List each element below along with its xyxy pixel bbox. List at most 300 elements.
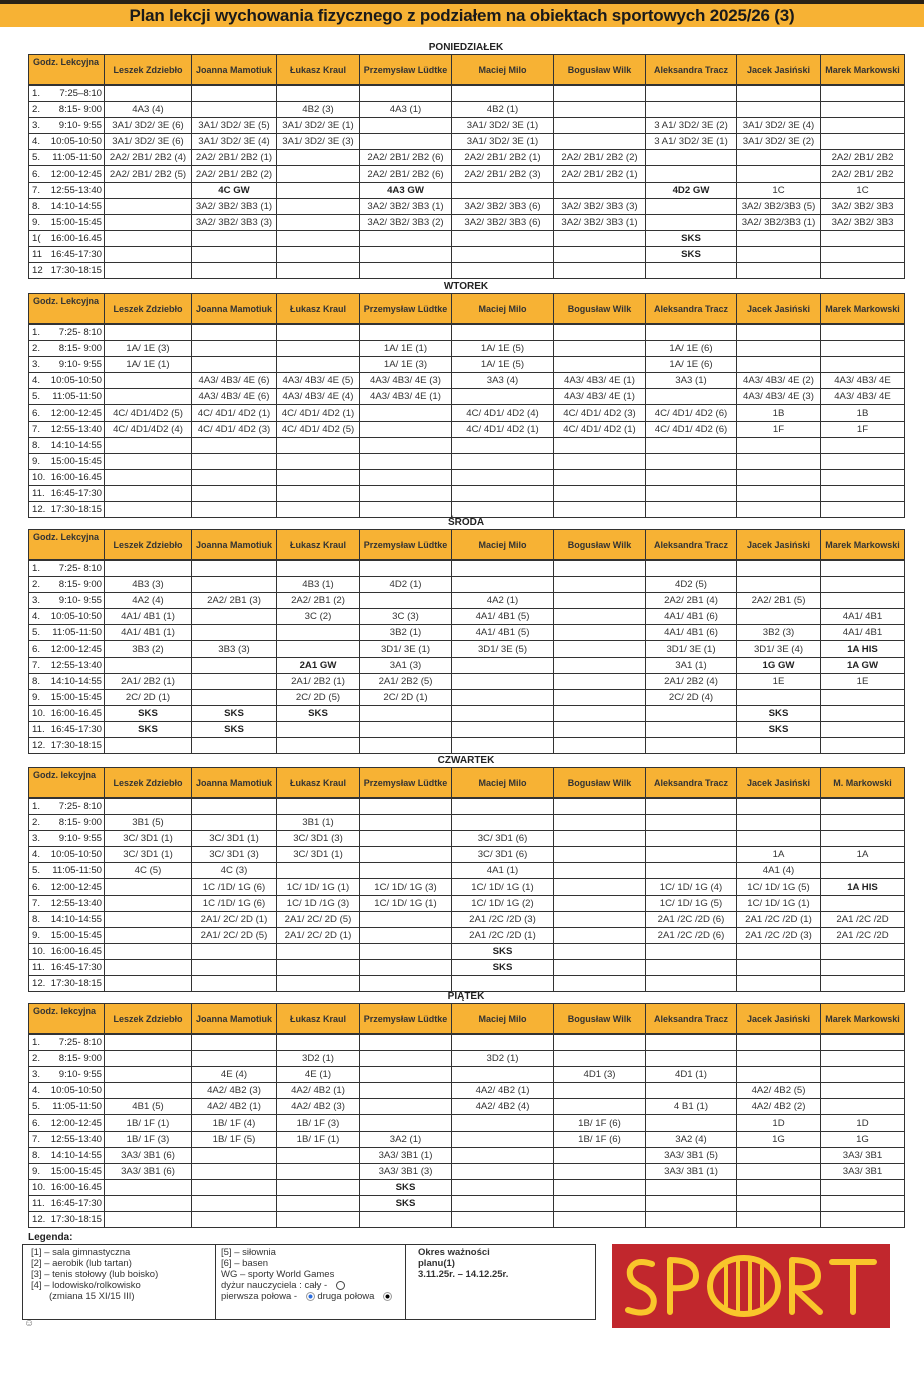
schedule-cell: 3A3/ 3B1 (6) xyxy=(105,1147,192,1163)
schedule-cell xyxy=(360,927,452,943)
day-section xyxy=(28,991,904,1228)
schedule-cell: 3A1/ 3D2/ 3E (6) xyxy=(105,118,192,134)
lesson-number: 12. xyxy=(32,504,46,516)
legend-label: Legenda: xyxy=(28,1232,73,1243)
schedule-cell xyxy=(554,102,646,118)
lesson-time: 11:05-11:50 xyxy=(52,152,102,164)
schedule-cell xyxy=(192,1163,277,1179)
lesson-time-cell xyxy=(29,198,105,214)
schedule-cell: 2A2/ 2B1/ 2B2 xyxy=(821,166,905,182)
schedule-cell: 4A3/ 4B3/ 4E (1) xyxy=(360,389,452,405)
schedule-cell: 1B/ 1F (4) xyxy=(192,1115,277,1131)
lesson-time: 12:55-13:40 xyxy=(50,1133,102,1145)
time-column-header: Godz. lekcyjna xyxy=(29,768,105,799)
schedule-cell: 3A1/ 3D2/ 3E (2) xyxy=(737,134,821,150)
lesson-number: 7. xyxy=(32,184,41,196)
lesson-time: 16:45-17:30 xyxy=(50,961,102,973)
schedule-cell: 4A1/ 4B1 (1) xyxy=(105,609,192,625)
lesson-number: 11. xyxy=(32,961,45,973)
schedule-cell xyxy=(646,502,737,518)
schedule-cell: SKS xyxy=(360,1195,452,1211)
schedule-cell xyxy=(105,738,192,754)
lesson-time-cell xyxy=(29,1067,105,1083)
schedule-cell: 4A2/ 4B2 (3) xyxy=(277,1099,360,1115)
schedule-cell xyxy=(554,1212,646,1228)
lesson-time: 14:10-14:55 xyxy=(50,675,102,687)
schedule-cell xyxy=(821,118,905,134)
schedule-cell: 4C/ 4D1/ 4D2 (4) xyxy=(452,405,554,421)
lesson-time-cell xyxy=(29,560,105,577)
schedule-cell xyxy=(105,502,192,518)
lesson-time-cell xyxy=(29,502,105,518)
schedule-cell: 3A3/ 3B1 (1) xyxy=(360,1147,452,1163)
schedule-cell: 3A3 (4) xyxy=(452,373,554,389)
lesson-time-cell xyxy=(29,389,105,405)
schedule-cell xyxy=(737,341,821,357)
schedule-cell: 4A1/ 4B1 (5) xyxy=(452,625,554,641)
schedule-cell xyxy=(452,263,554,279)
lesson-time-cell xyxy=(29,1147,105,1163)
schedule-cell xyxy=(554,357,646,373)
schedule-cell: 2A1/ 2C/ 2D (1) xyxy=(192,911,277,927)
schedule-cell: 4D2 (1) xyxy=(360,577,452,593)
lesson-number: 4. xyxy=(32,1085,41,1097)
schedule-cell xyxy=(554,738,646,754)
schedule-cell xyxy=(554,1034,646,1051)
schedule-cell: 3A3/ 3B1 xyxy=(821,1163,905,1179)
schedule-cell xyxy=(360,246,452,262)
schedule-cell xyxy=(821,815,905,831)
schedule-cell xyxy=(192,357,277,373)
lesson-number: 4. xyxy=(32,375,41,387)
schedule-cell xyxy=(105,1083,192,1099)
schedule-cell xyxy=(554,118,646,134)
schedule-cell xyxy=(360,721,452,737)
schedule-cell: 4B2 (3) xyxy=(277,102,360,118)
teacher-column-header: Bogusław Wilk xyxy=(554,768,646,799)
schedule-cell: 1C/ 1D/ 1G (4) xyxy=(646,879,737,895)
schedule-cell: 1D xyxy=(821,1115,905,1131)
schedule-cell xyxy=(737,102,821,118)
schedule-cell: 1C/ 1D/ 1G (5) xyxy=(646,895,737,911)
schedule-cell xyxy=(360,705,452,721)
schedule-cell: 3B3 (3) xyxy=(192,641,277,657)
lesson-time-cell xyxy=(29,134,105,150)
schedule-cell xyxy=(554,85,646,102)
schedule-cell: 3A2/ 3B2/ 3B3 xyxy=(821,214,905,230)
schedule-cell xyxy=(277,976,360,992)
schedule-cell xyxy=(737,1067,821,1083)
schedule-cell xyxy=(192,798,277,815)
lesson-time-cell xyxy=(29,738,105,754)
lesson-time-cell xyxy=(29,943,105,959)
schedule-cell: 3A2/ 3B2/3B3 (5) xyxy=(737,198,821,214)
schedule-cell: 1B/ 1F (3) xyxy=(105,1131,192,1147)
table-row xyxy=(29,1115,905,1131)
schedule-cell: 1C/ 1D/ 1G (1) xyxy=(452,879,554,895)
schedule-cell: 2A1 /2C /2D (1) xyxy=(737,911,821,927)
smiley-icon: ☺ xyxy=(24,1318,35,1329)
schedule-cell xyxy=(192,560,277,577)
schedule-cell xyxy=(192,1195,277,1211)
header-row xyxy=(29,1004,905,1035)
schedule-cell xyxy=(452,798,554,815)
schedule-cell: 1C/ 1D/ 1G (3) xyxy=(360,879,452,895)
schedule-cell xyxy=(360,1051,452,1067)
schedule-cell xyxy=(105,657,192,673)
lesson-time-cell xyxy=(29,341,105,357)
schedule-cell: 1A xyxy=(821,847,905,863)
lesson-time: 15:00-15:45 xyxy=(50,1165,102,1177)
sport-logo xyxy=(612,1244,890,1328)
schedule-cell: 4A1/ 4B1 (5) xyxy=(452,609,554,625)
lesson-time: 16:45-17:30 xyxy=(50,723,102,735)
schedule-cell xyxy=(737,1034,821,1051)
schedule-cell xyxy=(554,609,646,625)
schedule-cell xyxy=(554,798,646,815)
schedule-cell: 3A3/ 3B1 (3) xyxy=(360,1163,452,1179)
schedule-cell xyxy=(105,959,192,975)
teacher-column-header: Aleksandra Tracz xyxy=(646,294,737,325)
schedule-cell xyxy=(360,1099,452,1115)
schedule-cell xyxy=(277,1179,360,1195)
duty-first-half-radio-icon xyxy=(306,1292,315,1301)
schedule-cell: 3A1/ 3D2/ 3E (1) xyxy=(277,118,360,134)
schedule-cell xyxy=(277,263,360,279)
schedule-cell xyxy=(737,263,821,279)
schedule-cell xyxy=(821,134,905,150)
schedule-cell: 3A2 (4) xyxy=(646,1131,737,1147)
table-row xyxy=(29,1212,905,1228)
schedule-cell: 2A1 /2C /2D xyxy=(821,927,905,943)
time-column-header: Godz. lekcyjna xyxy=(29,1004,105,1035)
lesson-number: 11 xyxy=(32,248,42,260)
schedule-cell xyxy=(105,230,192,246)
teacher-column-header: Maciej Milo xyxy=(452,530,554,561)
lesson-time-cell xyxy=(29,879,105,895)
lesson-time-cell xyxy=(29,895,105,911)
schedule-cell xyxy=(192,577,277,593)
schedule-cell: 3B2 (3) xyxy=(737,625,821,641)
lesson-number: 12. xyxy=(32,978,46,990)
table-row xyxy=(29,847,905,863)
schedule-cell xyxy=(452,976,554,992)
duty-label: dyżur nauczyciela : xyxy=(221,1280,302,1291)
lesson-number: 6. xyxy=(32,168,41,180)
schedule-cell: 4B1 (5) xyxy=(105,1099,192,1115)
schedule-cell xyxy=(277,469,360,485)
table-row xyxy=(29,673,905,689)
schedule-cell: 4C/ 4D1/ 4D2 (1) xyxy=(452,421,554,437)
lesson-number: 5. xyxy=(32,1101,41,1113)
teacher-column-header: Joanna Mamotiuk xyxy=(192,1004,277,1035)
schedule-cell: 4A2 (1) xyxy=(452,593,554,609)
legend-item: [2] – aerobik (lub tartan) xyxy=(31,1258,132,1269)
lesson-number: 9. xyxy=(32,1165,41,1177)
lesson-number: 3. xyxy=(32,1069,41,1081)
schedule-cell xyxy=(360,560,452,577)
schedule-cell xyxy=(360,502,452,518)
schedule-cell xyxy=(821,1067,905,1083)
schedule-cell xyxy=(821,560,905,577)
schedule-cell xyxy=(192,85,277,102)
schedule-cell xyxy=(646,815,737,831)
schedule-cell: 3A3/ 3B1 (1) xyxy=(646,1163,737,1179)
table-row xyxy=(29,815,905,831)
schedule-cell xyxy=(452,437,554,453)
schedule-cell: 2A2/ 2B1 (4) xyxy=(646,593,737,609)
schedule-cell: 4C/ 4D1/ 4D2 (3) xyxy=(192,421,277,437)
schedule-cell xyxy=(360,738,452,754)
schedule-cell xyxy=(554,673,646,689)
schedule-cell xyxy=(360,976,452,992)
schedule-cell xyxy=(452,1195,554,1211)
schedule-cell xyxy=(821,1099,905,1115)
schedule-cell: 2A2/ 2B1/ 2B2 (1) xyxy=(554,166,646,182)
lesson-number: 6. xyxy=(32,1117,41,1129)
lesson-time: 12:55-13:40 xyxy=(50,659,102,671)
lesson-time-cell xyxy=(29,469,105,485)
schedule-cell: SKS xyxy=(105,721,192,737)
schedule-cell xyxy=(554,721,646,737)
schedule-cell: 2A2/ 2B1 (2) xyxy=(277,593,360,609)
table-row xyxy=(29,485,905,501)
schedule-cell xyxy=(105,943,192,959)
schedule-cell: 4A3 (4) xyxy=(105,102,192,118)
lesson-time: 11:05-11:50 xyxy=(52,391,102,403)
schedule-cell xyxy=(452,1212,554,1228)
lesson-time-cell xyxy=(29,609,105,625)
schedule-cell: 4A3 GW xyxy=(360,182,452,198)
lesson-time: 8:15- 9:00 xyxy=(58,343,102,355)
schedule-cell xyxy=(360,1212,452,1228)
schedule-cell xyxy=(192,485,277,501)
schedule-cell xyxy=(554,641,646,657)
lesson-time-cell xyxy=(29,421,105,437)
lesson-number: 5. xyxy=(32,865,41,877)
schedule-cell: 3A1 (3) xyxy=(360,657,452,673)
lesson-number: 6. xyxy=(32,643,41,655)
schedule-cell xyxy=(554,246,646,262)
schedule-cell: 1C/ 1D/ 1G (1) xyxy=(360,895,452,911)
lesson-time: 17:30-18:15 xyxy=(50,504,102,516)
schedule-cell: 3C/ 3D1 (3) xyxy=(192,847,277,863)
schedule-cell: 2A2/ 2B1/ 2B2 (6) xyxy=(360,150,452,166)
schedule-cell xyxy=(646,1115,737,1131)
table-row xyxy=(29,895,905,911)
schedule-cell: 4A3/ 4B3/ 4E (1) xyxy=(554,373,646,389)
table-row xyxy=(29,705,905,721)
schedule-cell: 2A1/ 2B2 (4) xyxy=(646,673,737,689)
schedule-cell xyxy=(737,798,821,815)
lesson-time-cell xyxy=(29,373,105,389)
schedule-cell xyxy=(554,705,646,721)
table-row xyxy=(29,959,905,975)
teacher-column-header: Leszek Zdziebło xyxy=(105,294,192,325)
schedule-cell xyxy=(277,85,360,102)
teacher-column-header: Bogusław Wilk xyxy=(554,294,646,325)
schedule-cell: 3A2/ 3B2/ 3B3 (3) xyxy=(554,198,646,214)
table-row xyxy=(29,182,905,198)
schedule-cell xyxy=(554,560,646,577)
day-section xyxy=(28,517,904,754)
schedule-cell xyxy=(646,1179,737,1195)
schedule-cell xyxy=(554,911,646,927)
table-row xyxy=(29,405,905,421)
schedule-cell: 4A3/ 4B3/ 4E (3) xyxy=(360,373,452,389)
schedule-cell: 4 B1 (1) xyxy=(646,1099,737,1115)
schedule-cell xyxy=(821,798,905,815)
day-section xyxy=(28,42,904,279)
table-row xyxy=(29,357,905,373)
lesson-time-cell xyxy=(29,959,105,975)
schedule-cell xyxy=(821,943,905,959)
schedule-cell: 3D2 (1) xyxy=(452,1051,554,1067)
schedule-cell xyxy=(192,453,277,469)
teacher-column-header: Aleksandra Tracz xyxy=(646,768,737,799)
schedule-cell: 2A1/ 2C/ 2D (5) xyxy=(277,911,360,927)
table-row xyxy=(29,641,905,657)
schedule-cell xyxy=(821,437,905,453)
schedule-cell xyxy=(105,263,192,279)
schedule-cell xyxy=(554,1099,646,1115)
lesson-time: 9:10- 9:55 xyxy=(58,120,102,132)
schedule-cell xyxy=(192,1034,277,1051)
schedule-cell xyxy=(105,1212,192,1228)
lesson-time-cell xyxy=(29,357,105,373)
logo-letter-r xyxy=(792,1260,820,1312)
schedule-cell: 4C/ 4D1/ 4D2 (3) xyxy=(554,405,646,421)
schedule-cell xyxy=(646,469,737,485)
schedule-cell: SKS xyxy=(737,705,821,721)
schedule-cell: 3A2/ 3B2/ 3B3 (1) xyxy=(192,198,277,214)
schedule-cell: 3C/ 3D1 (1) xyxy=(105,831,192,847)
teacher-column-header: Marek Markowski xyxy=(821,1004,905,1035)
schedule-cell xyxy=(105,182,192,198)
schedule-cell: 1A/ 1E (5) xyxy=(452,357,554,373)
schedule-cell: 2A1 GW xyxy=(277,657,360,673)
schedule-cell xyxy=(452,657,554,673)
schedule-cell xyxy=(452,1067,554,1083)
teacher-column-header: Marek Markowski xyxy=(821,55,905,86)
table-row xyxy=(29,198,905,214)
schedule-cell xyxy=(821,453,905,469)
schedule-cell xyxy=(192,815,277,831)
schedule-cell xyxy=(646,324,737,341)
schedule-cell: 2A2/ 2B1/ 2B2 (4) xyxy=(105,150,192,166)
schedule-cell: 2A1 /2C /2D xyxy=(821,911,905,927)
lesson-time: 11:05-11:50 xyxy=(52,1101,102,1113)
schedule-cell: 4A2/ 4B2 (1) xyxy=(277,1083,360,1099)
table-row xyxy=(29,263,905,279)
schedule-cell xyxy=(192,625,277,641)
schedule-cell: 4A2/ 4B2 (5) xyxy=(737,1083,821,1099)
schedule-cell: 2C/ 2D (5) xyxy=(277,689,360,705)
table-row xyxy=(29,927,905,943)
schedule-cell: 4C/ 4D1/ 4D2 (1) xyxy=(277,405,360,421)
time-column-header: Godz. Lekcyjna xyxy=(29,294,105,325)
lesson-time: 9:10- 9:55 xyxy=(58,595,102,607)
schedule-cell xyxy=(821,85,905,102)
table-row xyxy=(29,118,905,134)
schedule-cell xyxy=(737,85,821,102)
lesson-time-cell xyxy=(29,324,105,341)
lesson-number: 6. xyxy=(32,407,41,419)
schedule-cell xyxy=(360,831,452,847)
legend-item: [6] – basen xyxy=(221,1258,269,1269)
lesson-number: 3. xyxy=(32,120,41,132)
schedule-cell xyxy=(554,927,646,943)
schedule-cell xyxy=(360,1067,452,1083)
lesson-number: 7. xyxy=(32,423,41,435)
schedule-cell xyxy=(192,1179,277,1195)
schedule-cell xyxy=(554,1163,646,1179)
schedule-cell xyxy=(737,959,821,975)
schedule-cell: 1F xyxy=(821,421,905,437)
schedule-cell xyxy=(554,657,646,673)
schedule-cell xyxy=(277,324,360,341)
schedule-cell xyxy=(192,1051,277,1067)
schedule-cell: 4C/ 4D1/ 4D2 (6) xyxy=(646,421,737,437)
schedule-cell: 3A2/ 3B2/ 3B3 (6) xyxy=(452,214,554,230)
schedule-cell: 4E (4) xyxy=(192,1067,277,1083)
lesson-number: 11. xyxy=(32,487,45,499)
schedule-cell xyxy=(646,389,737,405)
schedule-cell: 3A1/ 3D2/ 3E (1) xyxy=(452,134,554,150)
schedule-cell xyxy=(554,959,646,975)
teacher-column-header: Łukasz Kraul xyxy=(277,530,360,561)
lesson-time-cell xyxy=(29,263,105,279)
schedule-cell xyxy=(277,246,360,262)
table-row xyxy=(29,1067,905,1083)
schedule-cell xyxy=(452,689,554,705)
schedule-cell: 3A1 (1) xyxy=(646,657,737,673)
schedule-cell: 3A2/ 3B2/ 3B3 (3) xyxy=(192,214,277,230)
table-row xyxy=(29,150,905,166)
schedule-cell xyxy=(452,85,554,102)
schedule-cell: 4A3/ 4B3/ 4E (5) xyxy=(277,373,360,389)
schedule-cell xyxy=(646,943,737,959)
teacher-column-header: Bogusław Wilk xyxy=(554,1004,646,1035)
table-row xyxy=(29,214,905,230)
schedule-table xyxy=(28,54,905,279)
teacher-column-header: Bogusław Wilk xyxy=(554,530,646,561)
teacher-column-header: Maciej Milo xyxy=(452,1004,554,1035)
table-row xyxy=(29,976,905,992)
schedule-cell xyxy=(360,405,452,421)
table-row xyxy=(29,721,905,737)
schedule-cell xyxy=(554,230,646,246)
schedule-cell: 2A1 /2C /2D (6) xyxy=(646,911,737,927)
schedule-cell xyxy=(554,976,646,992)
schedule-cell xyxy=(646,560,737,577)
lesson-time-cell xyxy=(29,182,105,198)
schedule-cell xyxy=(737,831,821,847)
schedule-cell xyxy=(277,357,360,373)
schedule-cell: 2C/ 2D (4) xyxy=(646,689,737,705)
schedule-cell: 4A2 (4) xyxy=(105,593,192,609)
lesson-time: 12:00-12:45 xyxy=(50,1117,102,1129)
lesson-time: 11:05-11:50 xyxy=(52,865,102,877)
schedule-cell: 4A3/ 4B3/ 4E (4) xyxy=(277,389,360,405)
lesson-time: 17:30-18:15 xyxy=(50,1214,102,1226)
lesson-time-cell xyxy=(29,577,105,593)
schedule-cell xyxy=(646,798,737,815)
lesson-time: 14:10-14:55 xyxy=(50,439,102,451)
schedule-cell: 2A2/ 2B1/ 2B2 xyxy=(821,150,905,166)
lesson-time: 10:05-10:50 xyxy=(50,849,102,861)
lesson-time: 8:15- 9:00 xyxy=(58,104,102,116)
